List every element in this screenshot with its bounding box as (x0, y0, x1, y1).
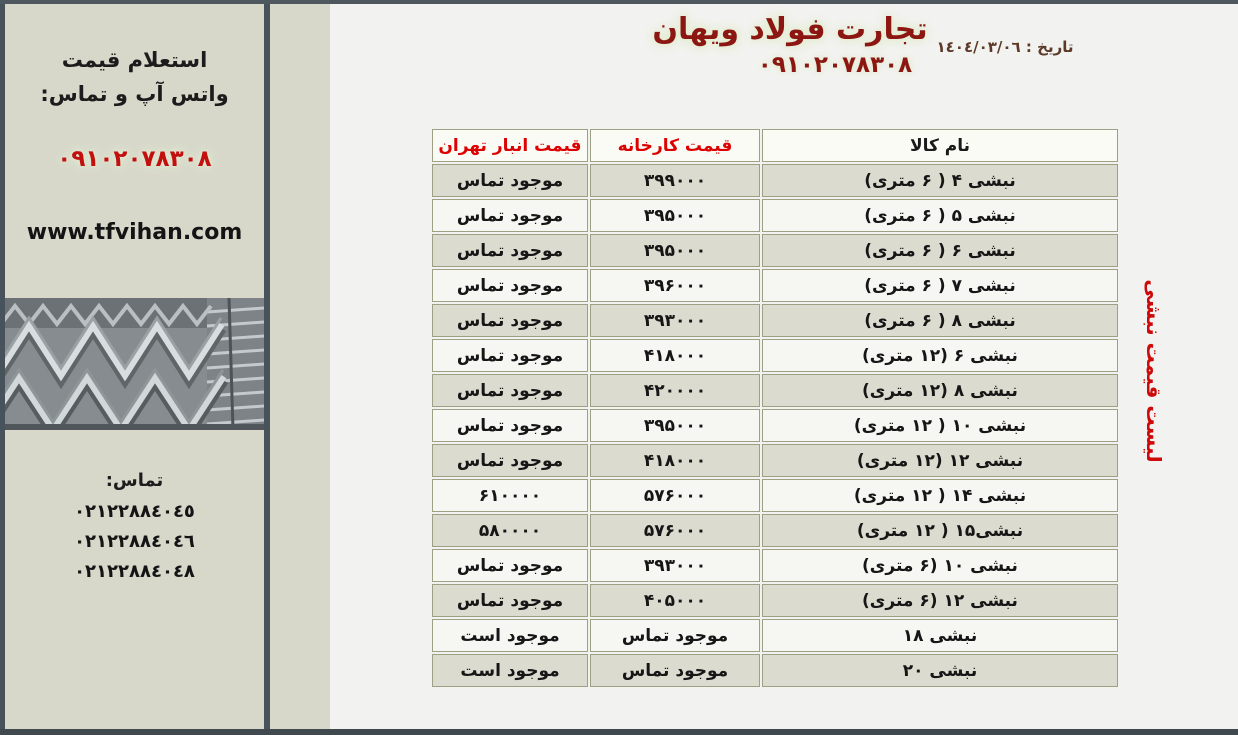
contact-phone-3: ٠٢١٢٢٨٨٤٠٤٨ (74, 561, 195, 582)
tehran-price-cell: موجود تماس (432, 269, 588, 302)
whatsapp-contact-subtitle: واتس آپ و تماس: (40, 82, 229, 106)
factory-price-cell: ۳۹۶۰۰۰ (590, 269, 760, 302)
product-name-cell: نبشی ۱۲ (۱۲ متری) (762, 444, 1118, 477)
tehran-price-cell: موجود تماس (432, 234, 588, 267)
bottom-bar (0, 729, 1238, 735)
steel-angle-bars-photo (5, 298, 264, 430)
tehran-price-cell: موجود تماس (432, 199, 588, 232)
product-name-cell: نبشی ۱۲ (۶ متری) (762, 584, 1118, 617)
tehran-price-cell: موجود تماس (432, 339, 588, 372)
price-inquiry-title: استعلام قیمت (61, 48, 208, 72)
tehran-price-cell: موجود است (432, 619, 588, 652)
factory-price-cell: ۳۹۳۰۰۰ (590, 549, 760, 582)
table-row (432, 304, 1118, 337)
table-row (432, 514, 1118, 547)
table-row (432, 619, 1118, 652)
table-row (432, 409, 1118, 442)
factory-price-cell: ۳۹۵۰۰۰ (590, 234, 760, 267)
price-table (430, 127, 1120, 689)
product-name-cell: نبشی ۱۸ (762, 619, 1118, 652)
sidebar (5, 4, 264, 729)
factory-price-cell: موجود تماس (590, 654, 760, 687)
table-row (432, 479, 1118, 512)
product-name-cell: نبشی ۷ ( ۶ متری) (762, 269, 1118, 302)
vertical-price-list-label: لیست قیمت نبشی (1142, 279, 1166, 463)
sidebar-right-border (264, 0, 270, 735)
table-row (432, 374, 1118, 407)
factory-price-cell: ۴۰۵۰۰۰ (590, 584, 760, 617)
product-name-cell: نبشی ۶ ( ۶ متری) (762, 234, 1118, 267)
product-name-cell: نبشی ۲۰ (762, 654, 1118, 687)
company-title: تجارت فولاد ویهان (652, 12, 928, 47)
table-header-row (432, 129, 1118, 162)
company-phone-number: ٠٩١٠٢٠٧٨٣٠٨ (757, 52, 913, 78)
product-name-cell: نبشی ۴ ( ۶ متری) (762, 164, 1118, 197)
col-header-tehran-warehouse-price: قیمت انبار تهران (432, 129, 588, 162)
tehran-price-cell: موجود تماس (432, 304, 588, 337)
whatsapp-phone-number: ٠٩١٠٢٠٧٨٣٠٨ (57, 146, 212, 172)
table-row (432, 339, 1118, 372)
table-row (432, 444, 1118, 477)
factory-price-cell: ۴۲۰۰۰۰ (590, 374, 760, 407)
table-row (432, 549, 1118, 582)
tehran-price-cell: موجود تماس (432, 374, 588, 407)
website-url: www.tfvihan.com (26, 220, 243, 245)
col-header-product-name: نام کالا (762, 129, 1118, 162)
table-row (432, 269, 1118, 302)
tehran-price-cell: ۵۸۰۰۰۰ (432, 514, 588, 547)
product-name-cell: نبشی ۸ (۱۲ متری) (762, 374, 1118, 407)
table-row (432, 584, 1118, 617)
contact-phone-2: ٠٢١٢٢٨٨٤٠٤٦ (74, 531, 195, 552)
factory-price-cell: ۳۹۳۰۰۰ (590, 304, 760, 337)
table-row (432, 164, 1118, 197)
factory-price-cell: ۴۱۸۰۰۰ (590, 339, 760, 372)
tehran-price-cell: موجود تماس (432, 444, 588, 477)
contact-label: تماس: (105, 470, 164, 491)
factory-price-cell: ۵۷۶۰۰۰ (590, 514, 760, 547)
factory-price-cell: ۳۹۵۰۰۰ (590, 199, 760, 232)
factory-price-cell: موجود تماس (590, 619, 760, 652)
table-row (432, 234, 1118, 267)
factory-price-cell: ۵۷۶۰۰۰ (590, 479, 760, 512)
product-name-cell: نبشی ۱۰ (۶ متری) (762, 549, 1118, 582)
tehran-price-cell: ۶۱۰۰۰۰ (432, 479, 588, 512)
product-name-cell: نبشی ۱۴ ( ۱۲ متری) (762, 479, 1118, 512)
table-row (432, 199, 1118, 232)
tehran-price-cell: موجود تماس (432, 164, 588, 197)
factory-price-cell: ۳۹۹۰۰۰ (590, 164, 760, 197)
date-label: تاریخ : ١٤٠٤/٠٣/٠٦ (936, 38, 1074, 56)
product-name-cell: نبشی ۵ ( ۶ متری) (762, 199, 1118, 232)
product-name-cell: نبشی۱۵ ( ۱۲ متری) (762, 514, 1118, 547)
tehran-price-cell: موجود تماس (432, 409, 588, 442)
contact-phone-1: ٠٢١٢٢٨٨٤٠٤٥ (74, 501, 195, 522)
tehran-price-cell: موجود تماس (432, 549, 588, 582)
product-name-cell: نبشی ۱۰ ( ۱۲ متری) (762, 409, 1118, 442)
tehran-price-cell: موجود تماس (432, 584, 588, 617)
col-header-factory-price: قیمت کارخانه (590, 129, 760, 162)
factory-price-cell: ۴۱۸۰۰۰ (590, 444, 760, 477)
product-name-cell: نبشی ۶ (۱۲ متری) (762, 339, 1118, 372)
tehran-price-cell: موجود است (432, 654, 588, 687)
product-name-cell: نبشی ۸ ( ۶ متری) (762, 304, 1118, 337)
table-row (432, 654, 1118, 687)
factory-price-cell: ۳۹۵۰۰۰ (590, 409, 760, 442)
